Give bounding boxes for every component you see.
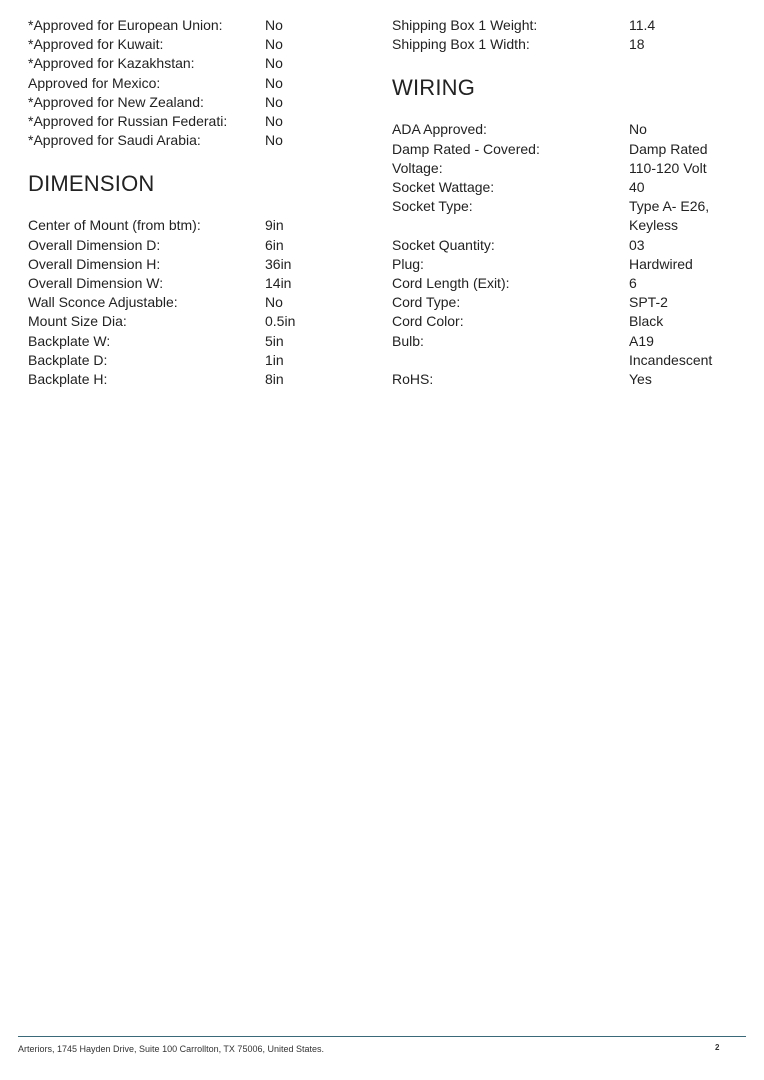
spec-value: 8in [265, 371, 284, 388]
spec-row [392, 178, 742, 197]
footer-divider [18, 1036, 746, 1037]
spec-value: No [265, 113, 283, 130]
spec-label: Damp Rated - Covered: [392, 140, 540, 157]
spec-row [392, 312, 742, 331]
spec-row [392, 332, 742, 370]
spec-value: 5in [265, 332, 284, 349]
spec-label: RoHS: [392, 371, 434, 388]
spec-row [28, 312, 358, 331]
spec-value: SPT-2 [629, 294, 668, 311]
spec-value: No [265, 74, 283, 91]
spec-label: Socket Wattage: [392, 179, 495, 196]
spec-label: Wall Sconce Adjustable: [28, 294, 178, 311]
spec-value [629, 197, 742, 235]
spec-value-line: Incandescent [629, 351, 713, 368]
spec-label: Overall Dimension D: [28, 236, 161, 253]
spec-value: Damp Rated [629, 140, 708, 157]
spec-label: Cord Type: [392, 294, 461, 311]
left-column [28, 16, 358, 389]
approvals-list [28, 16, 358, 150]
spec-row [392, 370, 742, 389]
spec-value: No [265, 93, 283, 110]
spec-row [392, 35, 742, 54]
spec-row [392, 120, 742, 139]
spec-row [392, 197, 742, 235]
spec-value: 40 [629, 179, 645, 196]
spec-row [28, 255, 358, 274]
spec-value: 0.5in [265, 313, 296, 330]
spec-value-line: A19 [629, 332, 654, 349]
spec-value: 6 [629, 275, 637, 292]
spec-value: Hardwired [629, 255, 693, 272]
spec-label: Mount Size Dia: [28, 313, 127, 330]
wiring-list [392, 120, 742, 389]
spec-value: Black [629, 313, 664, 330]
shipping-list [392, 16, 742, 54]
spec-value: 1in [265, 351, 284, 368]
spec-value [629, 332, 742, 370]
spec-row [28, 274, 358, 293]
spec-value: 36in [265, 255, 292, 272]
spec-label: Voltage: [392, 159, 443, 176]
spec-row [28, 351, 358, 370]
spec-label: Backplate H: [28, 371, 108, 388]
spec-label: Backplate D: [28, 351, 108, 368]
wiring-heading: WIRING [392, 75, 476, 101]
spec-row [392, 274, 742, 293]
page-number: 2 [715, 1043, 720, 1052]
spec-row [28, 16, 358, 35]
spec-value: 03 [629, 236, 645, 253]
spec-value: 9in [265, 217, 284, 234]
spec-label: *Approved for Kazakhstan: [28, 55, 195, 72]
spec-label: Shipping Box 1 Weight: [392, 17, 538, 33]
spec-row [28, 112, 358, 131]
spec-row [392, 140, 742, 159]
spec-label: Center of Mount (from btm): [28, 217, 201, 234]
spec-label: Socket Quantity: [392, 236, 495, 253]
spec-label: ADA Approved: [392, 121, 487, 138]
spec-value: 110-120 Volt [629, 159, 707, 176]
right-column [392, 16, 742, 389]
spec-label: *Approved for European Union: [28, 17, 223, 33]
spec-row [28, 131, 358, 150]
spec-row [392, 255, 742, 274]
spec-value: No [265, 132, 283, 149]
spec-label: Shipping Box 1 Width: [392, 36, 530, 53]
spec-row [392, 293, 742, 312]
spec-label: Cord Color: [392, 313, 464, 330]
spec-label: Overall Dimension W: [28, 275, 164, 292]
spec-value: 14in [265, 275, 292, 292]
dimension-heading: DIMENSION [28, 171, 155, 197]
spec-row [28, 293, 358, 312]
spec-value: No [629, 121, 647, 138]
spec-row [28, 35, 358, 54]
spec-value-line: Keyless [629, 217, 679, 234]
spec-row [28, 54, 358, 73]
spec-value-line: Type A- E26, [629, 198, 710, 215]
spec-row [28, 332, 358, 351]
spec-label: Cord Length (Exit): [392, 275, 510, 292]
spec-row [392, 236, 742, 255]
spec-value: 18 [629, 36, 645, 53]
spec-row [28, 74, 358, 93]
spec-value: 6in [265, 236, 284, 253]
spec-label: Plug: [392, 255, 424, 272]
spec-label: *Approved for Saudi Arabia: [28, 132, 201, 149]
spec-label: Bulb: [392, 332, 424, 349]
spec-row [28, 370, 358, 389]
spec-value: No [265, 294, 283, 311]
spec-label: *Approved for New Zealand: [28, 93, 204, 110]
spec-row [392, 16, 742, 35]
dimensions-list [28, 216, 358, 389]
spec-value: No [265, 17, 283, 33]
spec-label: Overall Dimension H: [28, 255, 161, 272]
spec-row [28, 236, 358, 255]
spec-value: No [265, 55, 283, 72]
spec-row [392, 159, 742, 178]
spec-label: *Approved for Russian Federati: [28, 113, 228, 130]
spec-value: 11.4 [629, 17, 656, 33]
spec-value: Yes [629, 371, 652, 388]
spec-row [28, 216, 358, 235]
spec-row [28, 93, 358, 112]
spec-label: Approved for Mexico: [28, 74, 161, 91]
spec-label: Socket Type: [392, 198, 473, 215]
spec-label: *Approved for Kuwait: [28, 36, 164, 53]
spec-label: Backplate W: [28, 332, 111, 349]
spec-value: No [265, 36, 283, 53]
footer-address: Arteriors, 1745 Hayden Drive, Suite 100 Carrollton, TX 75006, United States. [18, 1044, 324, 1054]
